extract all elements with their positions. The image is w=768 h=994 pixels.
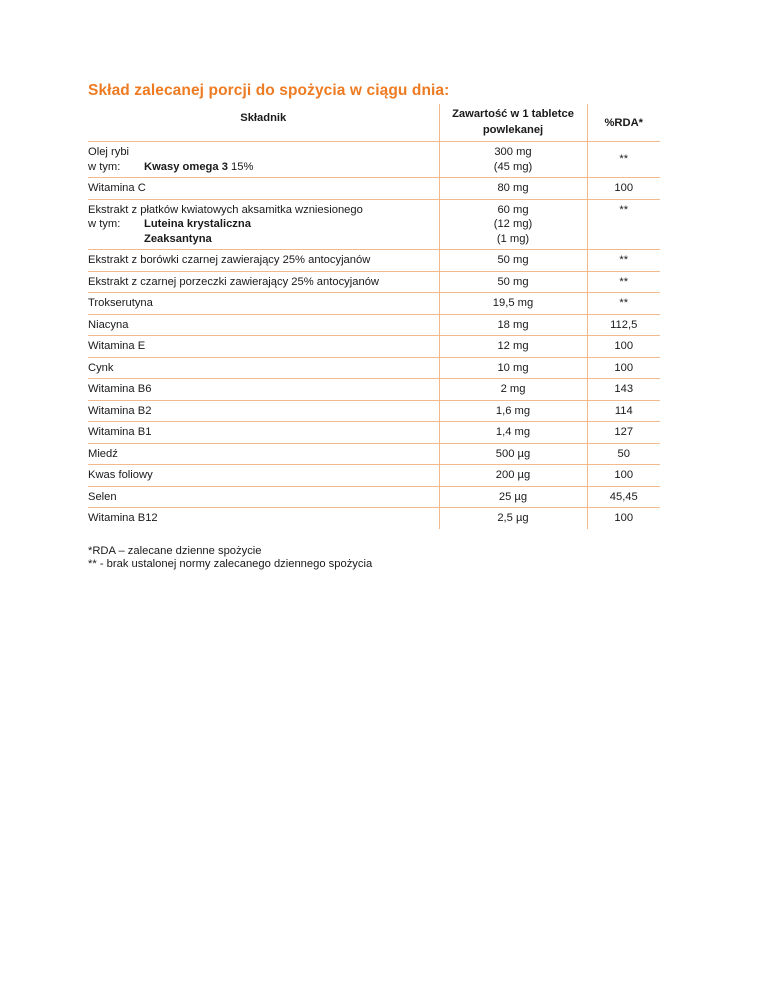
sub-ingredient-share: 15% [227,160,254,173]
rda-cell: ** [587,142,660,178]
footnotes [88,545,660,571]
sub-ingredient-line [88,232,439,247]
ingredient-cell [88,314,439,336]
ingredient-name: Niacyna [88,318,129,331]
ingredient-name: Witamina B2 [88,404,152,417]
amount-cell [439,142,587,178]
amount-value: (1 mg) [496,232,530,245]
table-row [88,293,660,315]
document-page [88,82,660,571]
page-title: Skład zalecanej porcji do spożycia w ciągu dnia: [88,82,450,99]
amount-value: 2,5 µg [497,512,529,524]
rda-cell: ** [587,271,660,293]
sub-ingredient-name: Zeaksantyna [144,232,212,245]
table-row [88,271,660,293]
table-row [88,379,660,401]
ingredient-cell [88,250,439,272]
amount-cell [439,443,587,465]
ingredient-cell [88,271,439,293]
ingredient-name: Witamina B1 [88,426,152,438]
amount-cell [439,357,587,379]
amount-value: 1,6 mg [495,404,531,417]
ingredient-cell [88,142,439,178]
table-header-row [88,104,660,142]
table-row [88,314,660,336]
amount-cell [439,271,587,293]
rda-cell: 112,5 [587,314,660,336]
rda-cell: 143 [587,379,660,401]
ingredient-name: Selen [88,490,117,503]
ingredient-cell [88,465,439,487]
amount-value: 10 mg [497,361,529,374]
ingredient-cell [88,422,439,444]
ingredient-cell [88,486,439,508]
amount-cell [439,336,587,358]
table-row [88,336,660,358]
table-row [88,400,660,422]
amount-value: 300 mg [494,146,532,158]
sub-ingredient-name: Kwasy omega 3 [144,160,228,173]
ingredient-cell [88,336,439,358]
sub-ingredient-line [88,217,439,232]
composition-table [88,104,660,529]
rda-cell: 100 [587,336,660,358]
ingredient-cell [88,379,439,401]
ingredient-name: Olej rybi [88,146,130,158]
amount-value: 18 mg [497,318,529,331]
amount-cell [439,178,587,200]
sub-ingredient-line [88,160,439,175]
amount-cell [439,199,587,250]
table-row [88,178,660,200]
header-amount [439,104,587,142]
amount-value: 19,5 mg [492,297,534,309]
rda-cell: ** [587,250,660,272]
rda-cell: 114 [587,400,660,422]
amount-cell [439,486,587,508]
table-row [88,357,660,379]
ingredient-cell [88,178,439,200]
amount-value: 50 mg [497,275,529,288]
header-amount-line2: powlekanej [482,124,544,136]
sub-ingredient-name: Luteina krystaliczna [144,218,251,230]
rda-cell: 50 [587,443,660,465]
table-row [88,443,660,465]
rda-cell: 100 [587,357,660,379]
ingredient-name: Ekstrakt z czarnej porzeczki zawierający 25% antocyjanów [88,275,379,288]
amount-value: 200 µg [495,469,531,481]
sub-label [88,232,144,247]
header-rda: %RDA* [604,116,644,129]
ingredient-name: Witamina B12 [88,512,158,524]
table-row [88,422,660,444]
amount-cell [439,508,587,529]
header-amount-line1: Zawartość w 1 tabletce [452,108,574,120]
table-row [88,199,660,250]
table-row [88,486,660,508]
amount-value: 60 mg [497,203,529,216]
ingredient-name: Miedź [88,447,118,460]
amount-value: 80 mg [497,182,529,194]
sub-label: w tym: [88,160,121,173]
ingredient-name: Ekstrakt z borówki czarnej zawierający 25% antocyjanów [88,254,371,266]
table-row [88,465,660,487]
amount-value: 25 µg [498,490,528,503]
rda-cell: 127 [587,422,660,444]
amount-cell [439,250,587,272]
ingredient-cell [88,443,439,465]
amount-cell [439,422,587,444]
amount-cell [439,379,587,401]
header-ingredient: Składnik [240,112,287,124]
rda-cell: ** [587,199,660,250]
ingredient-name: Witamina C [88,182,146,194]
ingredient-cell [88,508,439,529]
rda-cell: 100 [587,465,660,487]
amount-value: 1,4 mg [495,426,531,438]
amount-cell [439,293,587,315]
ingredient-name: Kwas foliowy [88,469,153,481]
ingredient-name: Cynk [88,361,114,374]
rda-cell: 100 [587,508,660,529]
footnote-no-norm: ** - brak ustalonej normy zalecanego dziennego spożycia [88,557,373,570]
rda-cell: ** [587,293,660,315]
rda-cell: 45,45 [587,486,660,508]
amount-value: (12 mg) [493,218,533,230]
ingredient-name: Witamina E [88,340,146,352]
amount-cell [439,465,587,487]
amount-value: 50 mg [497,254,529,266]
table-row [88,508,660,529]
table-row [88,142,660,178]
amount-value: 500 µg [495,447,531,460]
amount-value: (45 mg) [493,160,533,173]
amount-value: 2 mg [500,383,526,395]
amount-cell [439,314,587,336]
rda-cell: 100 [587,178,660,200]
ingredient-name: Witamina B6 [88,383,152,395]
sub-label: w tym: [88,218,121,230]
amount-cell [439,400,587,422]
table-body [88,142,660,529]
ingredient-name: Ekstrakt z płatków kwiatowych aksamitka wzniesionego [88,203,363,216]
ingredient-cell [88,293,439,315]
ingredient-cell [88,357,439,379]
table-row [88,250,660,272]
ingredient-cell [88,400,439,422]
amount-value: 12 mg [497,340,529,352]
ingredient-cell [88,199,439,250]
footnote-rda: *RDA – zalecane dzienne spożycie [88,544,262,557]
ingredient-name: Trokserutyna [88,297,153,309]
